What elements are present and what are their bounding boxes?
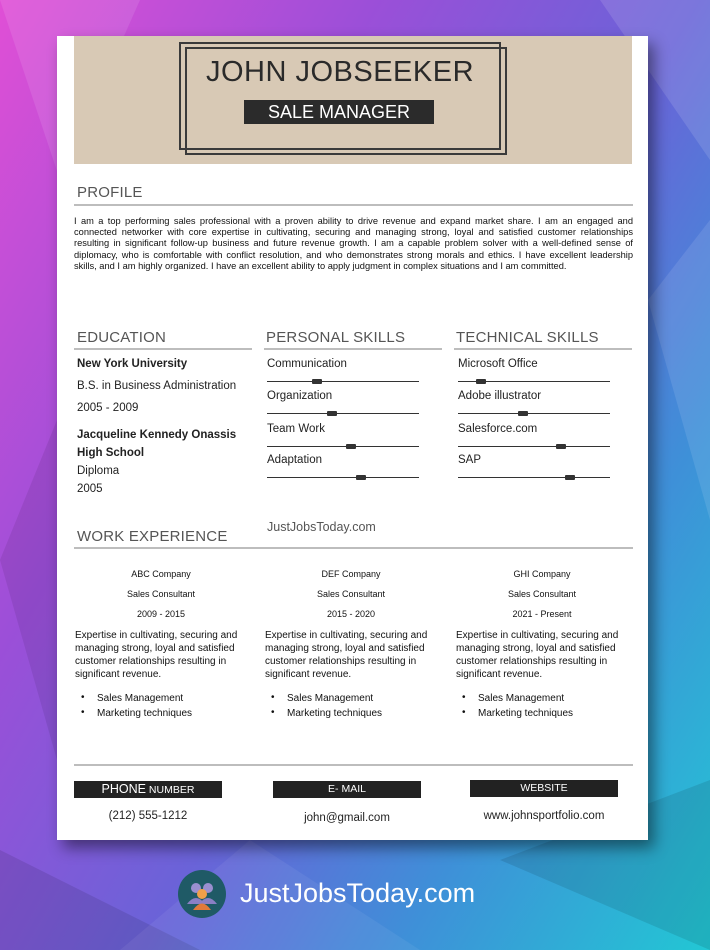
skill-slider-track [267, 477, 419, 478]
job-bullet-item: • Marketing techniques [478, 708, 573, 719]
job-bullet-item: • Sales Management [97, 693, 183, 704]
job-role: Sales Consultant [126, 589, 196, 599]
skill-label: Organization [267, 390, 333, 402]
education-degree-2: Diploma [77, 465, 120, 477]
job-role: Sales Consultant [507, 589, 577, 599]
job-company: GHI Company [513, 569, 571, 579]
technical-skills-heading: TECHNICAL SKILLS [456, 329, 599, 346]
skill-level-knob [476, 379, 486, 384]
skill-level-knob [346, 444, 356, 449]
work-experience-heading: WORK EXPERIENCE [77, 528, 228, 545]
phone-value: (212) 555-1212 [108, 810, 188, 822]
job-years: 2021 - Present [512, 609, 572, 619]
skill-label: Salesforce.com [458, 423, 538, 435]
education-school-1: New York University [77, 358, 188, 370]
education-years-1: 2005 - 2009 [77, 402, 139, 414]
skill-label: Communication [267, 358, 347, 370]
website-label-bar: WEBSITE [470, 780, 618, 797]
skill-slider-track [267, 413, 419, 414]
skill-level-knob [518, 411, 528, 416]
education-school-2-line-1: Jacqueline Kennedy Onassis [77, 429, 237, 441]
profile-heading: PROFILE [77, 184, 143, 201]
resume-page [57, 36, 648, 840]
job-description: Expertise in cultivating, securing and managing strong, loyal and satisfied customer relationships resulting in significant revenue. [456, 630, 619, 680]
skill-slider-track [267, 381, 419, 382]
job-years: 2015 - 2020 [326, 609, 376, 619]
personal-skills-heading: PERSONAL SKILLS [266, 329, 406, 346]
education-school-2-line-2: High School [77, 447, 145, 459]
phone-label-bar [74, 781, 222, 798]
job-description: Expertise in cultivating, securing and managing strong, loyal and satisfied customer relationships resulting in significant revenue. [75, 630, 238, 680]
phone-label-small: NUMBER [148, 784, 195, 796]
job-years: 2009 - 2015 [136, 609, 186, 619]
job-company: DEF Company [321, 569, 381, 579]
website-value: www.johnsportfolio.com [483, 810, 605, 822]
watermark-text: JustJobsToday.com [267, 520, 376, 534]
education-degree-1: B.S. in Business Administration [77, 380, 237, 392]
resume-name: JOHN JOBSEEKER [205, 56, 475, 88]
skill-label: Team Work [267, 423, 325, 435]
education-heading: EDUCATION [77, 329, 167, 346]
job-company: ABC Company [131, 569, 191, 579]
profile-rule [74, 204, 633, 206]
job-bullet-item: • Sales Management [287, 693, 373, 704]
job-title-bar: SALE MANAGER [244, 100, 434, 124]
skill-slider-track [458, 446, 610, 447]
brand-text: JustJobsToday.com [240, 878, 476, 908]
skill-label: SAP [458, 454, 482, 466]
job-bullet-item: • Marketing techniques [287, 708, 382, 719]
job-bullet-item: • Marketing techniques [97, 708, 192, 719]
skill-label: Microsoft Office [458, 358, 538, 370]
skill-slider-track [458, 413, 610, 414]
skill-label: Adaptation [267, 454, 322, 466]
skill-level-knob [356, 475, 366, 480]
skill-slider-track [458, 477, 610, 478]
education-years-2: 2005 [77, 483, 103, 495]
skill-level-knob [565, 475, 575, 480]
technical-skills-rule [454, 348, 632, 350]
profile-text: I am a top performing sales professional with a proven ability to drive revenue and expand market share. I am an engaged and connected networker with core expertise in cultivating, securing and managing strong, loyal and satisfied customer relationships resulting in significant follow-up business and future revenue growth. I am a capable problem solver with a well-defined sense of diplomacy, who is comfortable with conflict resolution, and who demonstrates strong morals and ethics. I have excellent leadership skills, and I am highly organized. I have an excellent ability to apply judgment in complex situations and I am committed. [74, 216, 633, 271]
skill-slider-track [267, 446, 419, 447]
job-description: Expertise in cultivating, securing and managing strong, loyal and satisfied customer relationships resulting in significant revenue. [265, 630, 428, 680]
job-role: Sales Consultant [316, 589, 386, 599]
skill-level-knob [556, 444, 566, 449]
contact-rule [74, 764, 633, 766]
email-label-bar: E- MAIL [273, 781, 421, 798]
skill-label: Adobe illustrator [458, 390, 542, 402]
email-value: john@gmail.com [304, 812, 390, 824]
job-bullet-item: • Sales Management [478, 693, 564, 704]
education-rule [74, 348, 252, 350]
people-circle-icon [178, 870, 226, 918]
skill-level-knob [327, 411, 337, 416]
work-experience-rule [74, 547, 633, 549]
skill-level-knob [312, 379, 322, 384]
personal-skills-rule [264, 348, 442, 350]
phone-label-big: PHONE [101, 782, 146, 796]
